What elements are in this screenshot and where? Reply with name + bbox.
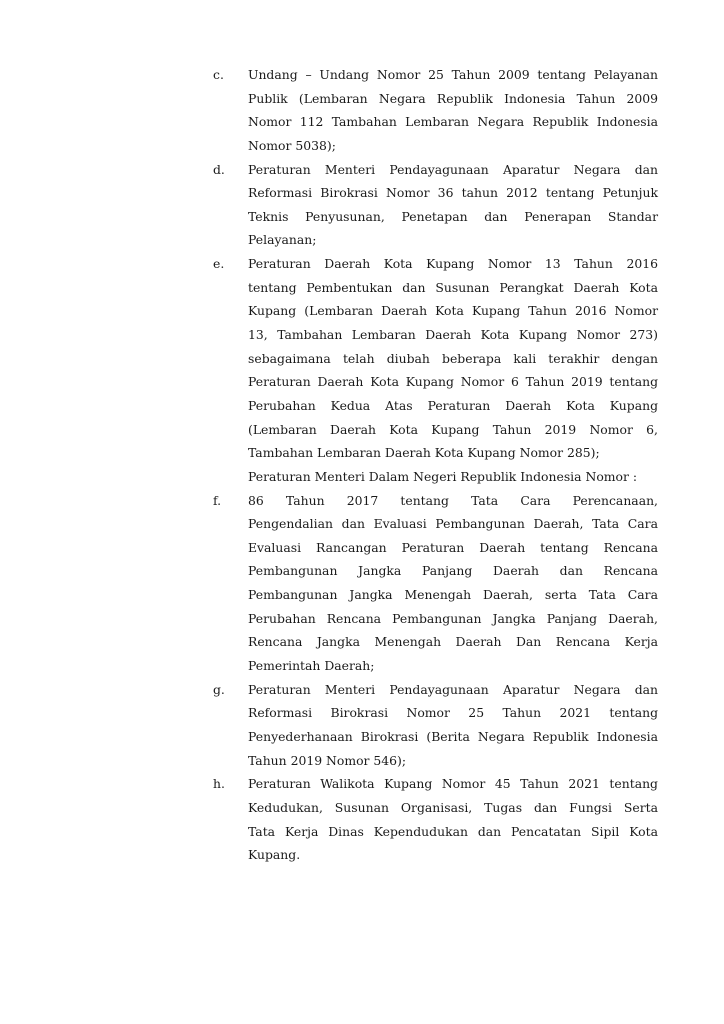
text-line: 13, Tambahan Lembaran Daerah Kota Kupang Nomor 273) bbox=[248, 327, 658, 343]
text-line: Peraturan Daerah Kota Kupang Nomor 6 Tahun 2019 tentang bbox=[248, 374, 658, 390]
text-line: Reformasi Birokrasi Nomor 25 Tahun 2021 tentang bbox=[248, 705, 658, 721]
list-item-text bbox=[248, 252, 658, 465]
list-item-preamble: Peraturan Menteri Dalam Negeri Republik Indonesia Nomor : bbox=[248, 468, 638, 484]
list-item-letter: g. bbox=[213, 681, 225, 697]
text-line: Rencana Jangka Menengah Daerah Dan Rencana Kerja bbox=[248, 634, 658, 650]
list-item bbox=[213, 489, 658, 678]
text-line: Evaluasi Rancangan Peraturan Daerah tentang Rencana bbox=[248, 539, 658, 555]
text-line: Peraturan Walikota Kupang Nomor 45 Tahun 2021 tentang bbox=[248, 776, 658, 792]
text-line: Tata Kerja Dinas Kependudukan dan Pencatatan Sipil Kota bbox=[248, 823, 658, 839]
text-line: Penyederhanaan Birokrasi (Berita Negara Republik Indonesia bbox=[248, 728, 658, 744]
list-item bbox=[213, 252, 658, 465]
text-line: Peraturan Menteri Pendayagunaan Aparatur Negara dan bbox=[248, 161, 658, 177]
list-item bbox=[213, 678, 658, 773]
text-line: Pembangunan Jangka Panjang Daerah dan Rencana bbox=[248, 563, 658, 579]
list-item bbox=[213, 158, 658, 253]
text-line: Pemerintah Daerah; bbox=[248, 658, 375, 674]
text-line: (Lembaran Daerah Kota Kupang Tahun 2019 Nomor 6, bbox=[248, 421, 658, 437]
text-line: sebagaimana telah diubah beberapa kali terakhir dengan bbox=[248, 350, 658, 366]
text-line: tentang Pembentukan dan Susunan Perangkat Daerah Kota bbox=[248, 279, 658, 295]
text-line: Tahun 2019 Nomor 546); bbox=[248, 752, 407, 768]
text-line: Undang – Undang Nomor 25 Tahun 2009 tentang Pelayanan bbox=[248, 67, 658, 82]
text-line: 86 Tahun 2017 tentang Tata Cara Perencanaan, bbox=[248, 492, 658, 508]
text-line: Peraturan Daerah Kota Kupang Nomor 13 Tahun 2016 bbox=[248, 256, 658, 272]
list-item-text bbox=[248, 678, 658, 773]
text-line: Kupang. bbox=[248, 847, 301, 863]
list-item-letter: c. bbox=[213, 67, 224, 82]
text-line: Perubahan Rencana Pembangunan Jangka Panjang Daerah, bbox=[248, 610, 658, 626]
list-item-text bbox=[248, 158, 658, 253]
list-item-letter: d. bbox=[213, 161, 225, 177]
text-line: Peraturan Menteri Pendayagunaan Aparatur Negara dan bbox=[248, 681, 658, 697]
list-item-text bbox=[248, 63, 658, 158]
text-line: Reformasi Birokrasi Nomor 36 tahun 2012 tentang Petunjuk bbox=[248, 185, 658, 201]
text-line: Nomor 5038); bbox=[248, 137, 336, 153]
text-line: Kupang (Lembaran Daerah Kota Kupang Tahun 2016 Nomor bbox=[248, 303, 658, 319]
list-item-letter: e. bbox=[213, 256, 225, 272]
text-line: Pembangunan Jangka Menengah Daerah, serta Tata Cara bbox=[248, 587, 658, 603]
legal-basis-list bbox=[213, 63, 658, 867]
list-item-letter: f. bbox=[213, 492, 222, 508]
text-line: Publik (Lembaran Negara Republik Indonesia Tahun 2009 bbox=[248, 90, 658, 106]
text-line: Nomor 112 Tambahan Lembaran Negara Republik Indonesia bbox=[248, 114, 658, 130]
list-item-letter: h. bbox=[213, 776, 225, 792]
text-line: Teknis Penyusunan, Penetapan dan Penerapan Standar bbox=[248, 208, 658, 224]
text-line: Kedudukan, Susunan Organisasi, Tugas dan Fungsi Serta bbox=[248, 799, 658, 815]
text-line: Perubahan Kedua Atas Peraturan Daerah Kota Kupang bbox=[248, 397, 658, 413]
list-item bbox=[213, 772, 658, 867]
list-item-text bbox=[248, 772, 658, 867]
text-line: Pengendalian dan Evaluasi Pembangunan Daerah, Tata Cara bbox=[248, 516, 658, 532]
list-item-text bbox=[248, 489, 658, 678]
text-line: Pelayanan; bbox=[248, 232, 317, 248]
text-line: Tambahan Lembaran Daerah Kota Kupang Nomor 285); bbox=[248, 445, 600, 461]
list-item bbox=[213, 63, 658, 158]
